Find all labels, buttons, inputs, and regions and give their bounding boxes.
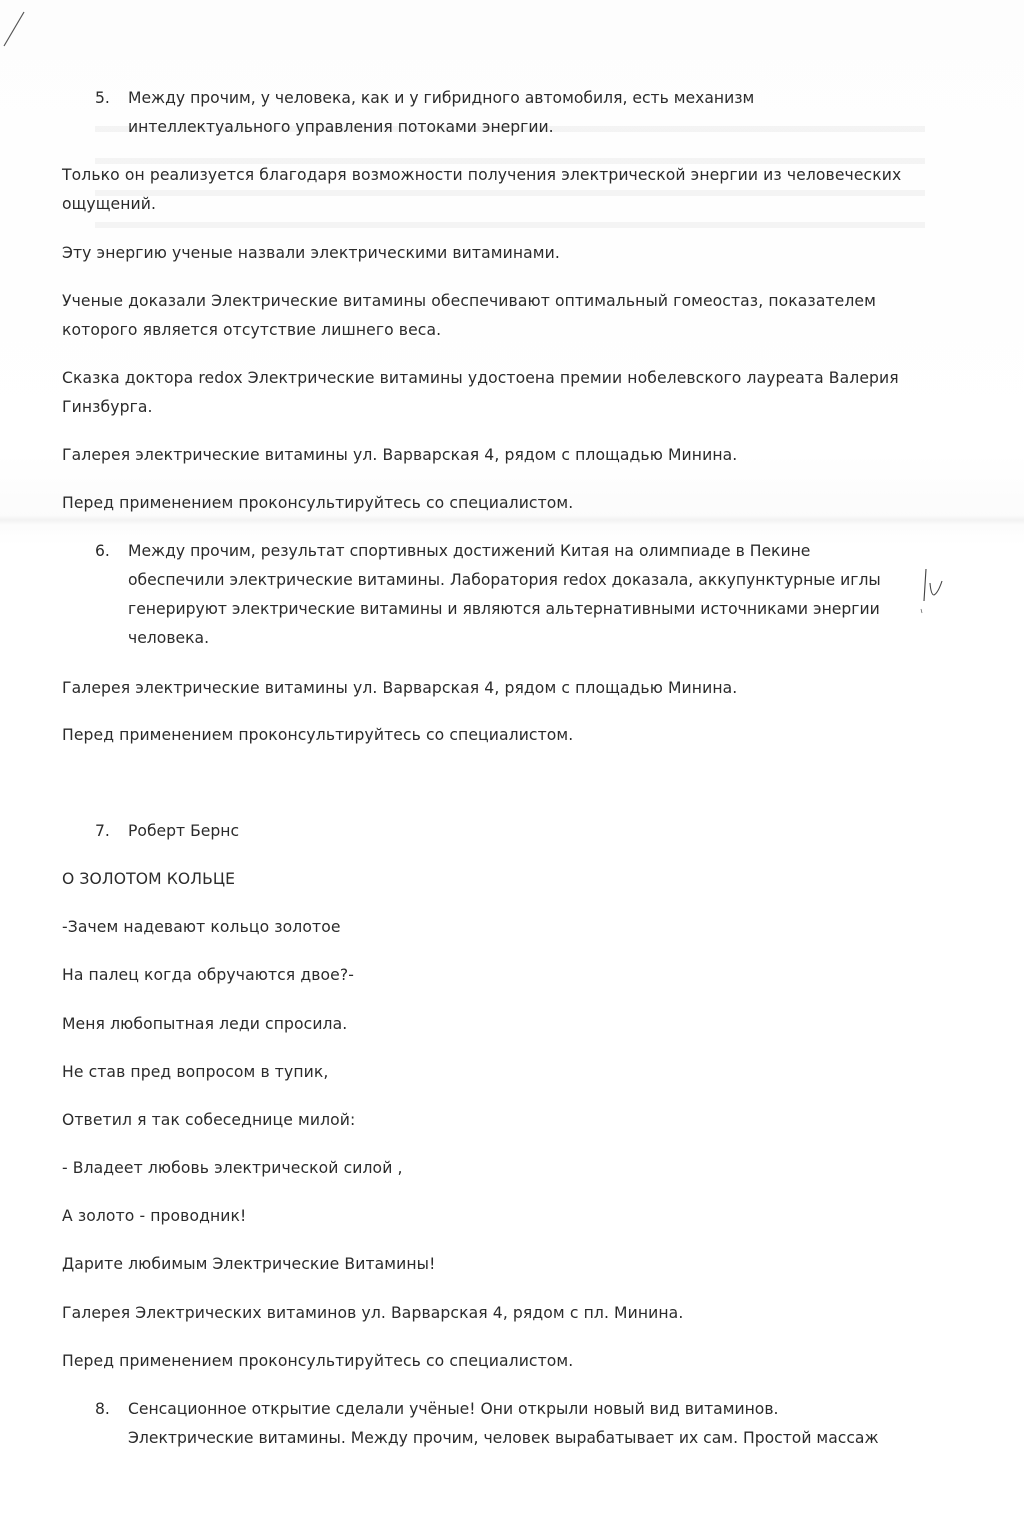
paragraph-gallery-address: Галерея электрические витамины ул. Варварская 4, рядом с площадью Минина. — [62, 679, 738, 697]
paragraph-consult-note: Перед применением проконсультируйтесь со специалистом. — [62, 726, 574, 744]
list-text-line: Роберт Бернс — [128, 822, 240, 840]
poem-line: А золото - проводник! — [62, 1207, 247, 1225]
paragraph-gallery-address: Галерея Электрических витаминов ул. Варварская 4, рядом с пл. Минина. — [62, 1304, 684, 1322]
paragraph-line: ощущений. — [62, 195, 157, 213]
handwritten-mark-icon — [918, 565, 948, 615]
paragraph-line: Гинзбурга. — [62, 398, 153, 416]
paragraph-line: Сказка доктора redox Электрические витамины удостоена премии нобелевского лауреата Валерия — [62, 369, 899, 387]
list-text-line: Электрические витамины. Между прочим, человек вырабатывает их сам. Простой массаж — [128, 1429, 879, 1447]
list-text-line: Между прочим, результат спортивных достижений Китая на олимпиаде в Пекине — [128, 542, 811, 560]
paragraph-line: Ученые доказали Электрические витамины обеспечивают оптимальный гомеостаз, показателем — [62, 292, 876, 310]
list-text-line: генерируют электрические витамины и являются альтернативными источниками энергии — [128, 600, 880, 618]
paragraph-line: Только он реализуется благодаря возможности получения электрической энергии из человеческих — [62, 166, 902, 184]
paragraph: Эту энергию ученые назвали электрическими витаминами. — [62, 244, 560, 262]
list-text-line: Сенсационное открытие сделали учёные! Они открыли новый вид витаминов. — [128, 1400, 779, 1418]
poem-line: -Зачем надевают кольцо золотое — [62, 918, 341, 936]
list-number: 8. — [95, 1400, 110, 1418]
paragraph-line: которого является отсутствие лишнего веса. — [62, 321, 442, 339]
paragraph-consult-note: Перед применением проконсультируйтесь со специалистом. — [62, 494, 574, 512]
list-number: 7. — [95, 822, 110, 840]
paragraph-consult-note: Перед применением проконсультируйтесь со специалистом. — [62, 1352, 574, 1370]
gift-slogan: Дарите любимым Электрические Витамины! — [62, 1255, 436, 1273]
list-text-line: Между прочим, у человека, как и у гибридного автомобиля, есть механизм — [128, 89, 755, 107]
paragraph-gallery-address: Галерея электрические витамины ул. Варварская 4, рядом с площадью Минина. — [62, 446, 738, 464]
poem-line: Ответил я так собеседнице милой: — [62, 1111, 356, 1129]
scan-mark-icon — [2, 8, 28, 48]
poem-line: - Владеет любовь электрической силой , — [62, 1159, 403, 1177]
poem-line: На палец когда обручаются двое?- — [62, 966, 354, 984]
list-text-line: человека. — [128, 629, 210, 647]
list-number: 6. — [95, 542, 110, 560]
poem-line: Не став пред вопросом в тупик, — [62, 1063, 329, 1081]
poem-line: Меня любопытная леди спросила. — [62, 1015, 348, 1033]
list-number: 5. — [95, 89, 110, 107]
list-text-line: интеллектуального управления потоками энергии. — [128, 118, 554, 136]
poem-title: О ЗОЛОТОМ КОЛЬЦЕ — [62, 870, 236, 888]
list-text-line: обеспечили электрические витамины. Лаборатория redox доказала, аккупунктурные иглы — [128, 571, 881, 589]
